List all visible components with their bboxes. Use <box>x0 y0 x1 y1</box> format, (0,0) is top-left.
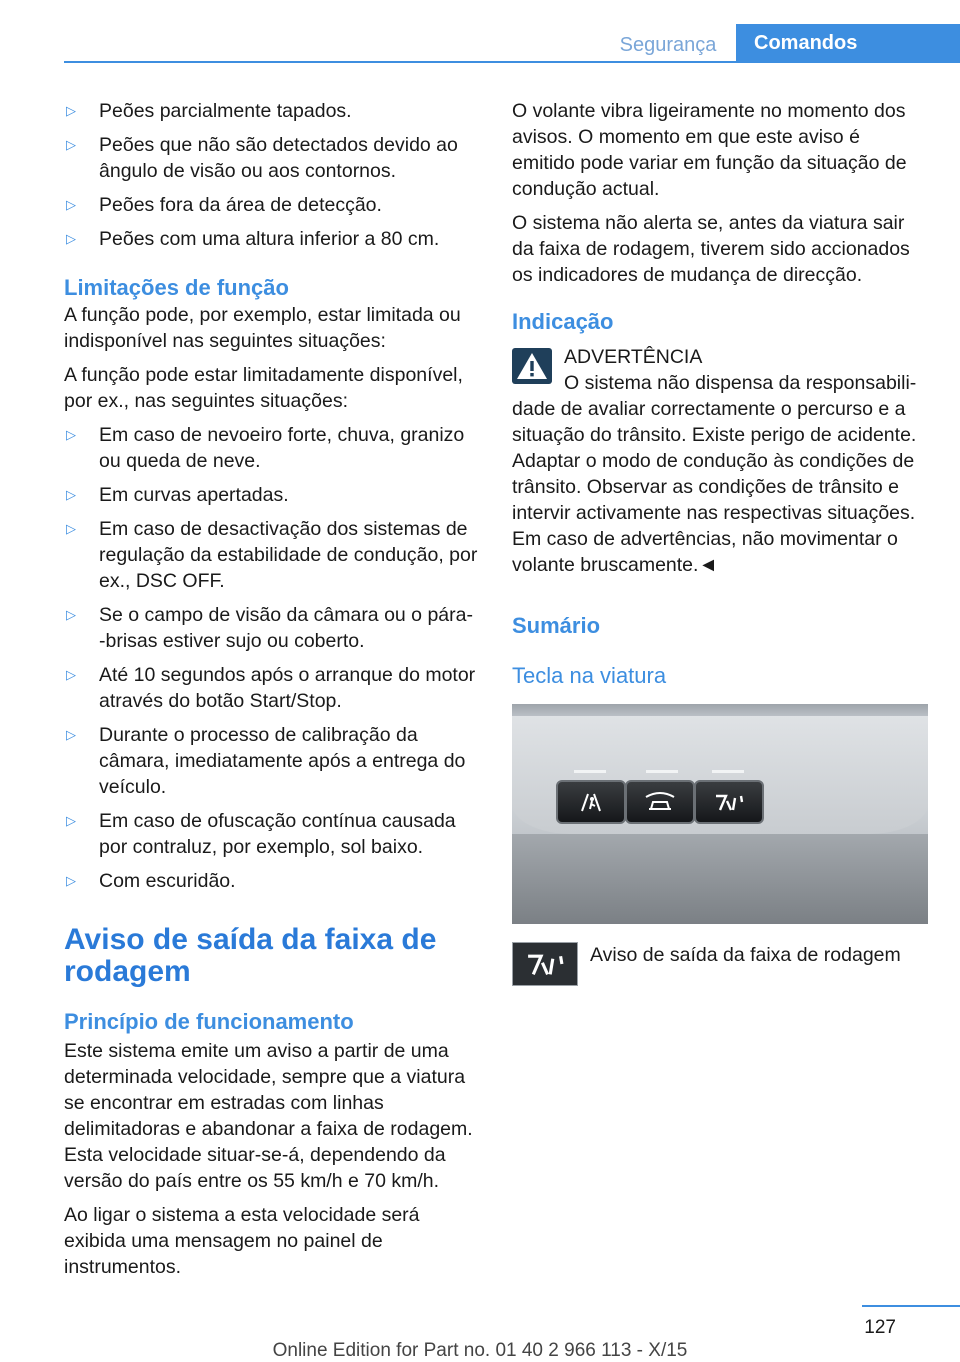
bullet-triangle-icon: ▷ <box>66 521 76 536</box>
principle-paragraph-1: Este sistema emite um aviso a partir de uma determinada velocidade, sempre que a viatura se encontrar em estradas com linhas delimitadoras e abandonar a faixa de rodagem. Esta velocidade situar-se-á, dependendo da versão do país entre os 55 km/h e 70 km/h. <box>64 1040 473 1192</box>
bullet-triangle-icon: ▷ <box>66 103 76 118</box>
list-item: ▷ Durante o processo de calibração da câmara, imediatamente após a entrega do veículo. <box>66 724 466 798</box>
limits-paragraph-1: A função pode, por exemplo, estar limitada ou indisponível nas seguintes situações: <box>64 304 461 352</box>
page-number: 127 <box>864 1317 896 1338</box>
lane-departure-icon <box>512 942 578 986</box>
list-item: ▷ Peões com uma altura inferior a 80 cm. <box>66 228 440 250</box>
indication-heading: Indicação <box>512 309 614 334</box>
list-item: ▷ Em caso de ofuscação contínua causada por contraluz, por exemplo, sol baixo. <box>66 810 456 858</box>
list-item: ▷ Em caso de desactivação dos sistemas de regulação da estabilidade de condução, por ex., DSC OFF. <box>66 518 478 592</box>
right-column <box>512 98 928 986</box>
bullet-triangle-icon: ▷ <box>66 427 76 442</box>
vehicle-buttons-photo <box>512 704 928 924</box>
warning-text-first: O sistema não dispensa da responsabili- <box>564 372 917 394</box>
list-item: ▷ Até 10 segundos após o arranque do motor através do botão Start/Stop. <box>66 664 476 712</box>
list-item: ▷ Peões que não são detectados devido ao ângulo de visão ou aos contornos. <box>66 134 458 182</box>
bullet-triangle-icon: ▷ <box>66 873 76 888</box>
warning-title: ADVERTÊNCIA <box>564 346 703 368</box>
caption-text: Aviso de saída da faixa de rodagem <box>590 944 901 966</box>
bullet-triangle-icon: ▷ <box>66 137 76 152</box>
list-item: ▷ Com escuridão. <box>66 870 236 892</box>
pedestrian-limits-list <box>64 98 478 252</box>
principle-heading: Princípio de funcionamento <box>64 1009 354 1034</box>
list-item: ▷ Peões fora da área de detecção. <box>66 194 382 216</box>
summary-heading: Sumário <box>512 613 601 638</box>
caption-row <box>512 942 928 986</box>
limits-heading: Limitações de função <box>64 275 289 300</box>
warning-block <box>512 344 928 578</box>
bullet-triangle-icon: ▷ <box>66 813 76 828</box>
header-section-tab[interactable]: Segurança <box>619 33 717 56</box>
header-chapter-tab[interactable]: Comandos <box>736 24 960 62</box>
lane-departure-icon <box>694 780 764 824</box>
bullet-triangle-icon: ▷ <box>66 667 76 682</box>
list-item: ▷ Peões parcialmente tapados. <box>66 100 352 122</box>
section-title: Aviso de saída da faixa de rodagem <box>64 923 437 988</box>
function-limits-list <box>64 422 478 894</box>
list-item: ▷ Se o campo de visão da câmara ou o pára--brisas estiver sujo ou coberto. <box>66 604 473 652</box>
bullet-triangle-icon: ▷ <box>66 727 76 742</box>
limits-paragraph-2: A função pode estar limitadamente disponível, por ex., nas seguintes situações: <box>64 364 463 412</box>
list-item: ▷ Em caso de nevoeiro forte, chuva, granizo ou queda de neve. <box>66 424 465 472</box>
bullet-triangle-icon: ▷ <box>66 231 76 246</box>
bullet-triangle-icon: ▷ <box>66 607 76 622</box>
collision-warning-icon <box>625 780 695 824</box>
edition-footer: Online Edition for Part no. 01 40 2 966 113 - X/15 <box>272 1340 688 1361</box>
footer-rule <box>862 1305 960 1307</box>
warning-text: dade de avaliar correctamente o percurso e a situação do trânsito. Existe perigo de acidente. Adaptar o modo de condução às condições de trânsito. Observar as condições de trânsito e intervir activamente nas respectivas situações. Em caso de advertências, não movimentar o volante bruscamente.◄ <box>512 398 917 576</box>
bullet-triangle-icon: ▷ <box>66 197 76 212</box>
list-item: ▷ Em curvas apertadas. <box>66 484 289 506</box>
header-rule <box>64 61 960 63</box>
left-column <box>64 98 478 1288</box>
principle-paragraph-2: Ao ligar o sistema a esta velocidade será exibida uma mensagem no painel de instrumentos. <box>64 1204 420 1278</box>
key-heading: Tecla na viatura <box>512 663 667 688</box>
warning-triangle-icon <box>512 348 552 384</box>
indicator-paragraph: O sistema não alerta se, antes da viatura sair da faixa de rodagem, tiverem sido accionados os indicadores de mudança de direcção. <box>512 212 910 286</box>
vibration-paragraph: O volante vibra ligeiramente no momento dos avisos. O momento em que este aviso é emitido pode variar em função da situação de condução actual. <box>512 100 907 200</box>
bullet-triangle-icon: ▷ <box>66 487 76 502</box>
pedestrian-warning-icon <box>556 780 626 824</box>
